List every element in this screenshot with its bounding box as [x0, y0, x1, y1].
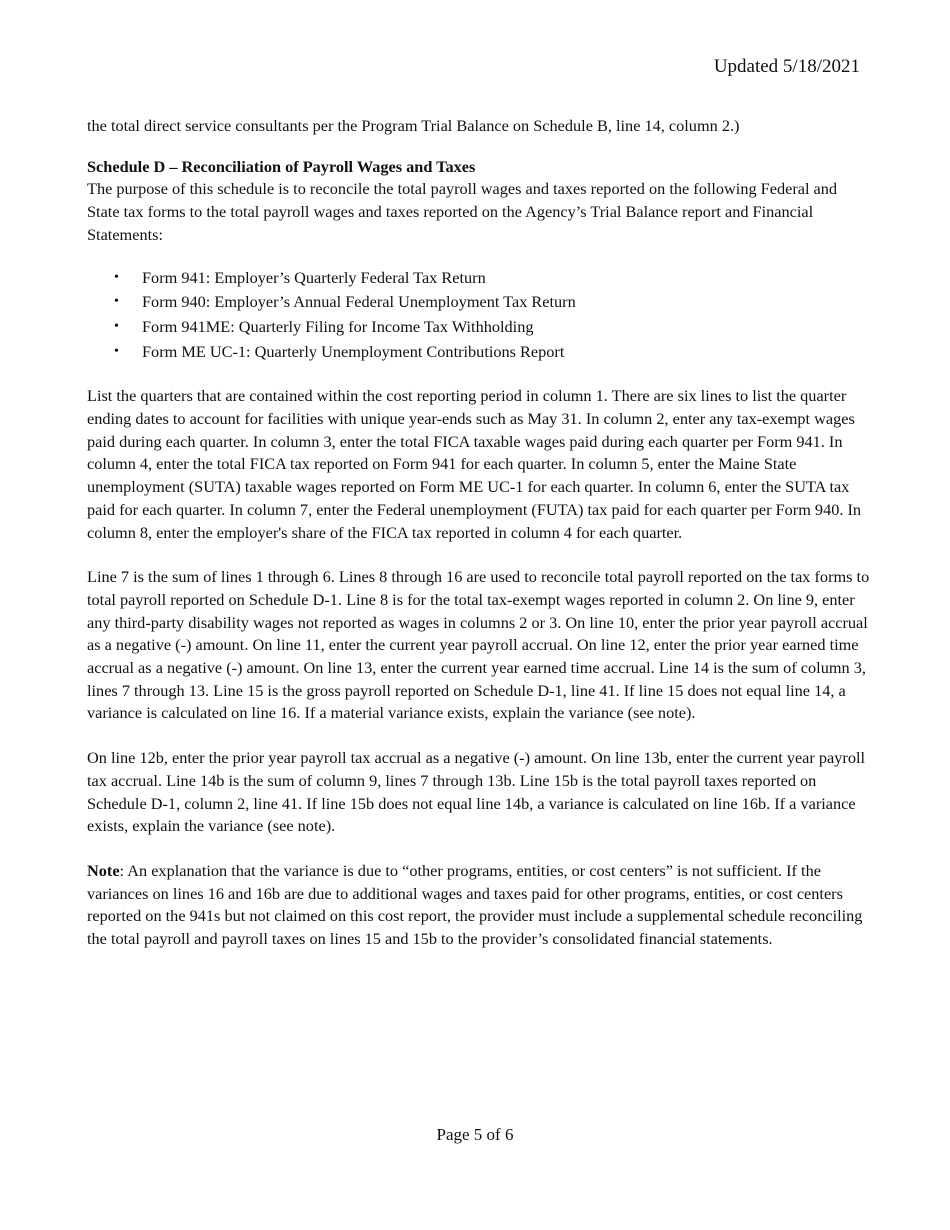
bullet-icon: •: [114, 343, 119, 359]
list-item-text: Form 941: Employer’s Quarterly Federal Tax Return: [142, 267, 486, 287]
lines-paragraph: Line 7 is the sum of lines 1 through 6. Lines 8 through 16 are used to reconcile total payroll reported on the tax forms to total payroll reported on Schedule D-1. Line 8 is for the total tax-exempt wages reported in column 2. On line 9, enter any third-party disability wages not reported as wages in columns 2 or 3. On line 10, enter the prior year payroll accrual as a negative (-) amount. On line 11, enter the current year payroll accrual. On line 12, enter the prior year earned time accrual as a negative (-) amount. On line 13, enter the current year earned time accrual. Line 14 is the sum of column 3, lines 7 through 13. Line 15 is the gross payroll reported on Schedule D-1, line 41. If line 15 does not equal line 14, a variance is calculated on line 16. If a material variance exists, explain the variance (see note).: [87, 567, 870, 723]
columns-paragraph: List the quarters that are contained within the cost reporting period in column 1. There are six lines to list the quarter ending dates to account for facilities with unique year-ends such as May 31. In column 2, enter any tax-exempt wages paid during each quarter. In column 3, enter the total FICA taxable wages paid during each quarter per Form 941. In column 4, enter the total FICA tax reported on Form 941 for each quarter. In column 5, enter the Maine State unemployment (SUTA) taxable wages reported on Form ME UC-1 for each quarter. In column 6, enter the SUTA tax paid for each quarter. In column 7, enter the Federal unemployment (FUTA) tax paid for each quarter per Form 940. In column 8, enter the employer's share of the FICA tax reported in column 4 for each quarter.: [87, 386, 862, 542]
tax-accrual-paragraph: On line 12b, enter the prior year payroll tax accrual as a negative (-) amount. On line 13b, enter the current year payroll tax accrual. Line 14b is the sum of column 9, lines 7 through 13b. Line 15b is the total payroll taxes reported on Schedule D-1, column 2, line 41. If line 15b does not equal line 14b, a variance is calculated on line 16b. If a variance exists, explain the variance (see note).: [87, 748, 866, 836]
list-item-text: Form 940: Employer’s Annual Federal Unemployment Tax Return: [142, 292, 576, 312]
list-item: [87, 267, 872, 290]
list-item-text: Form ME UC-1: Quarterly Unemployment Contributions Report: [142, 341, 565, 361]
bullet-icon: •: [114, 318, 119, 334]
intro-fragment: the total direct service consultants per the Program Trial Balance on Schedule B, line 14, column 2.): [87, 116, 740, 135]
note-text: : An explanation that the variance is due to “other programs, entities, or cost centers” is not sufficient. If the variances on lines 16 and 16b are due to additional wages and taxes paid for other programs, entities, or cost centers reported on the 941s but not claimed on this cost report, the provider must include a supplemental schedule reconciling the total payroll and payroll taxes on lines 15 and 15b to the provider’s consolidated financial statements.: [87, 860, 863, 949]
list-item-text: Form 941ME: Quarterly Filing for Income Tax Withholding: [142, 316, 534, 336]
bullet-icon: •: [114, 269, 119, 285]
bullet-icon: •: [114, 294, 119, 310]
purpose-paragraph: The purpose of this schedule is to reconcile the total payroll wages and taxes reported on the following Federal and State tax forms to the total payroll wages and taxes reported on the Agency’s Trial Balance report and Financial Statements:: [87, 179, 838, 244]
tax-forms-list: [87, 267, 872, 364]
list-item: [87, 291, 872, 314]
document-body: [87, 115, 872, 951]
page-number: Page 5 of 6: [436, 1125, 514, 1144]
list-item: [87, 341, 872, 364]
note-paragraph: [87, 860, 872, 951]
updated-date: Updated 5/18/2021: [713, 56, 860, 77]
note-label: Note: [87, 860, 120, 880]
list-item: [87, 316, 872, 339]
section-heading: Schedule D – Reconciliation of Payroll Wages and Taxes: [87, 156, 476, 176]
